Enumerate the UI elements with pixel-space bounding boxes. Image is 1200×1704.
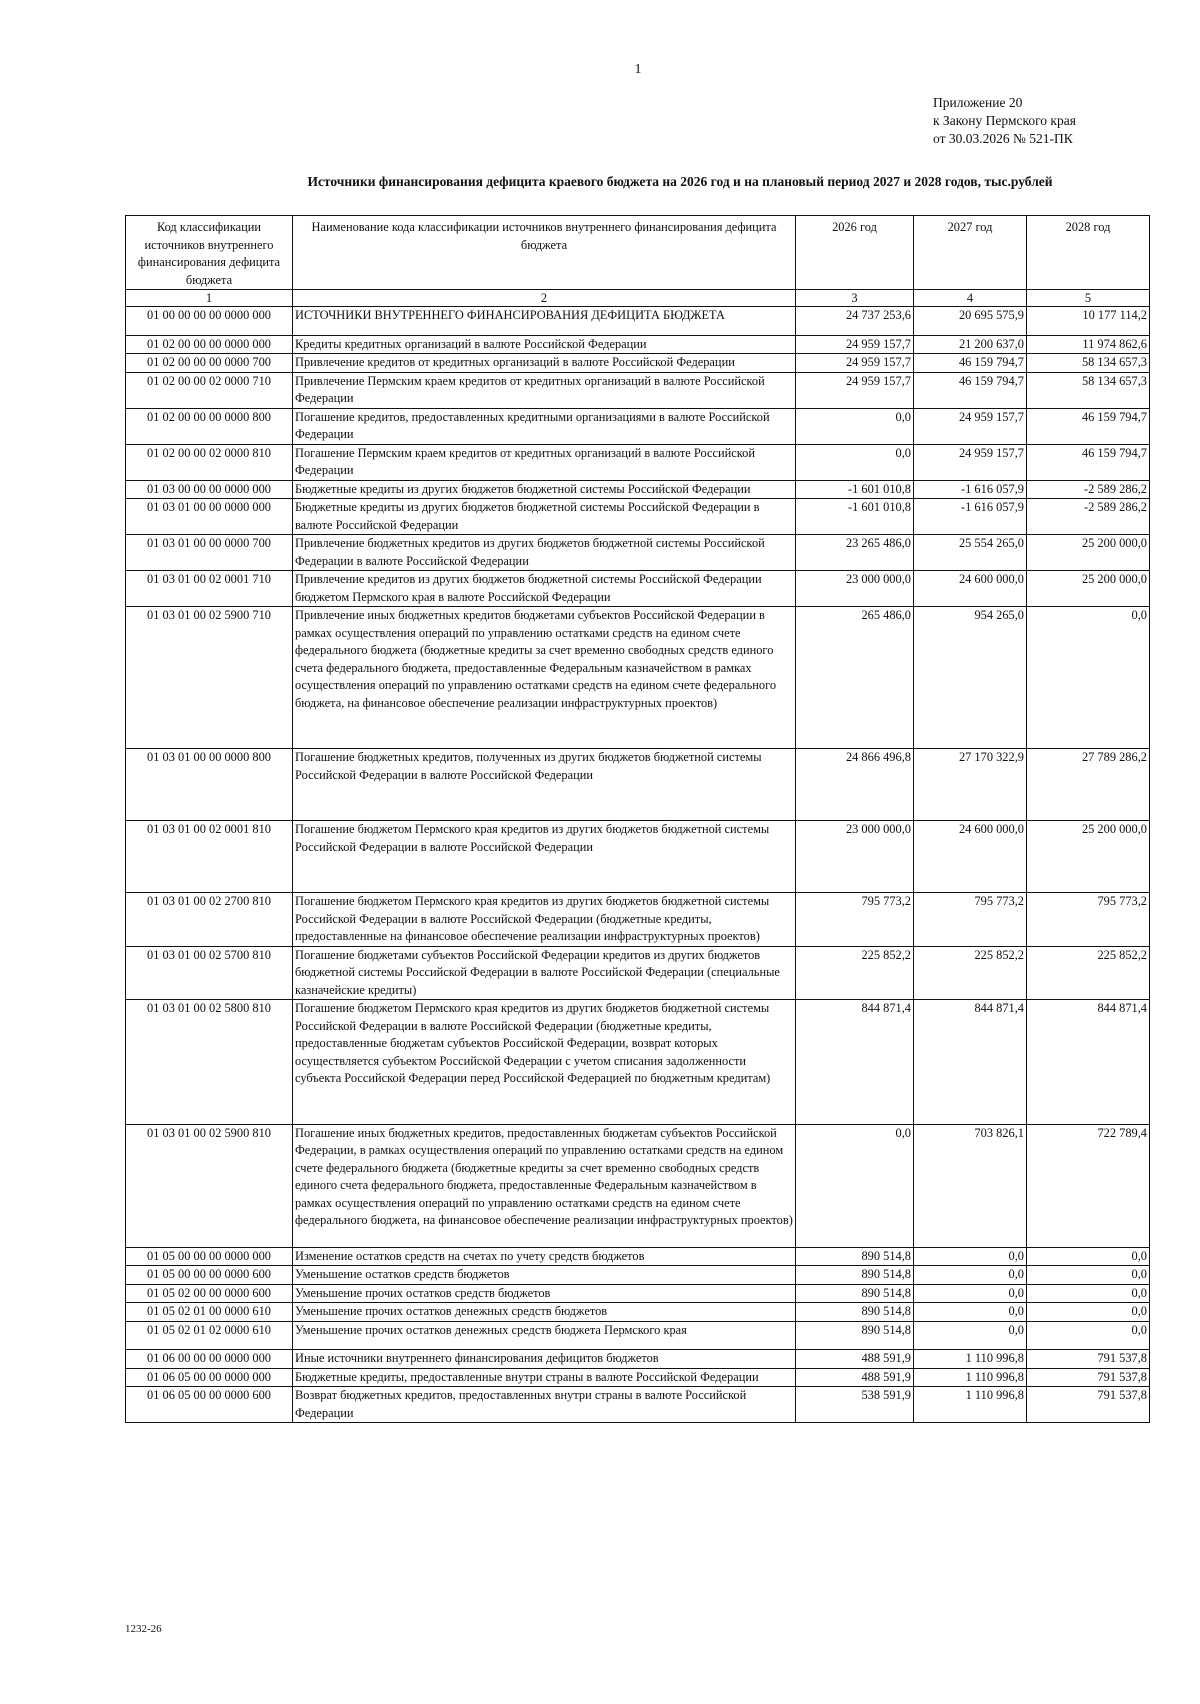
appendix-line: Приложение 20 bbox=[933, 95, 1023, 110]
row-code: 01 03 01 00 00 0000 700 bbox=[126, 535, 293, 571]
row-code: 01 03 01 00 02 5700 810 bbox=[126, 946, 293, 1000]
table-row bbox=[126, 499, 1150, 535]
row-value-2028: 722 789,4 bbox=[1027, 1124, 1150, 1247]
row-name: Погашение бюджетных кредитов, полученных из других бюджетов бюджетной системы Российской Федерации в валюте Российской Федерации bbox=[293, 749, 796, 821]
row-value-2028: 0,0 bbox=[1027, 607, 1150, 749]
table-row bbox=[126, 1321, 1150, 1350]
row-value-2027: 844 871,4 bbox=[914, 1000, 1027, 1125]
table-row bbox=[126, 535, 1150, 571]
table-row bbox=[126, 821, 1150, 893]
row-value-2026: 225 852,2 bbox=[796, 946, 914, 1000]
row-value-2026: 890 514,8 bbox=[796, 1284, 914, 1303]
table-row bbox=[126, 1247, 1150, 1266]
row-name: Уменьшение остатков средств бюджетов bbox=[293, 1266, 796, 1285]
row-value-2026: 538 591,9 bbox=[796, 1387, 914, 1423]
row-value-2026: 0,0 bbox=[796, 408, 914, 444]
row-value-2028: 46 159 794,7 bbox=[1027, 408, 1150, 444]
row-value-2027: 0,0 bbox=[914, 1266, 1027, 1285]
row-value-2026: -1 601 010,8 bbox=[796, 499, 914, 535]
row-code: 01 02 00 00 00 0000 000 bbox=[126, 335, 293, 354]
row-name: Бюджетные кредиты, предоставленные внутри страны в валюте Российской Федерации bbox=[293, 1368, 796, 1387]
row-value-2026: 23 000 000,0 bbox=[796, 821, 914, 893]
row-name: Бюджетные кредиты из других бюджетов бюджетной системы Российской Федерации bbox=[293, 480, 796, 499]
row-value-2027: 225 852,2 bbox=[914, 946, 1027, 1000]
row-value-2028: 0,0 bbox=[1027, 1303, 1150, 1322]
row-name: Иные источники внутреннего финансирования дефицитов бюджетов bbox=[293, 1350, 796, 1369]
row-code: 01 03 00 00 00 0000 000 bbox=[126, 480, 293, 499]
row-name: Привлечение кредитов из других бюджетов бюджетной системы Российской Федерации бюджетом Пермского края в валюте Российской Федерации bbox=[293, 571, 796, 607]
row-value-2027: 0,0 bbox=[914, 1321, 1027, 1350]
row-value-2027: 0,0 bbox=[914, 1284, 1027, 1303]
row-value-2028: 58 134 657,3 bbox=[1027, 372, 1150, 408]
row-name: Уменьшение прочих остатков денежных средств бюджетов bbox=[293, 1303, 796, 1322]
row-value-2027: 21 200 637,0 bbox=[914, 335, 1027, 354]
row-name: Возврат бюджетных кредитов, предоставленных внутри страны в валюте Российской Федерации bbox=[293, 1387, 796, 1423]
header-2026: 2026 год bbox=[796, 216, 914, 290]
header-name: Наименование кода классификации источников внутреннего финансирования дефицита бюджета bbox=[293, 216, 796, 290]
row-name: Погашение кредитов, предоставленных кредитными организациями в валюте Российской Федерации bbox=[293, 408, 796, 444]
row-value-2026: 24 959 157,7 bbox=[796, 335, 914, 354]
row-value-2028: -2 589 286,2 bbox=[1027, 499, 1150, 535]
row-name: Привлечение Пермским краем кредитов от кредитных организаций в валюте Российской Федерации bbox=[293, 372, 796, 408]
row-value-2027: 25 554 265,0 bbox=[914, 535, 1027, 571]
row-code: 01 03 01 00 02 5800 810 bbox=[126, 1000, 293, 1125]
row-value-2028: 791 537,8 bbox=[1027, 1387, 1150, 1423]
row-code: 01 03 01 00 02 2700 810 bbox=[126, 893, 293, 947]
row-name: Изменение остатков средств на счетах по учету средств бюджетов bbox=[293, 1247, 796, 1266]
row-code: 01 03 01 00 02 5900 710 bbox=[126, 607, 293, 749]
row-name: Погашение иных бюджетных кредитов, предоставленных бюджетам субъектов Российской Федерации, в рамках осуществления операций по управлению остатками средств на едином счете федерального бюджета (бюджетные кредиты за счет временно свободных средств единого счета федерального бюджета, предоставленные Федеральным казначейством в рамках осуществления операций по управлению остатками средств на едином счете федерального бюджета, на финансовое обеспечение реализации инфраструктурных проектов) bbox=[293, 1124, 796, 1247]
row-value-2028: 11 974 862,6 bbox=[1027, 335, 1150, 354]
row-value-2028: 0,0 bbox=[1027, 1266, 1150, 1285]
row-value-2026: 844 871,4 bbox=[796, 1000, 914, 1125]
column-number: 5 bbox=[1027, 290, 1150, 307]
row-code: 01 02 00 00 02 0000 710 bbox=[126, 372, 293, 408]
table-row bbox=[126, 444, 1150, 480]
row-value-2028: 791 537,8 bbox=[1027, 1368, 1150, 1387]
row-name: Привлечение бюджетных кредитов из других бюджетов бюджетной системы Российской Федерации в валюте Российской Федерации bbox=[293, 535, 796, 571]
row-value-2027: 703 826,1 bbox=[914, 1124, 1027, 1247]
row-value-2026: 890 514,8 bbox=[796, 1266, 914, 1285]
row-name: Привлечение кредитов от кредитных организаций в валюте Российской Федерации bbox=[293, 354, 796, 373]
table-row bbox=[126, 372, 1150, 408]
row-value-2027: 24 959 157,7 bbox=[914, 444, 1027, 480]
row-code: 01 02 00 00 02 0000 810 bbox=[126, 444, 293, 480]
row-value-2028: -2 589 286,2 bbox=[1027, 480, 1150, 499]
row-value-2027: 27 170 322,9 bbox=[914, 749, 1027, 821]
row-value-2028: 0,0 bbox=[1027, 1284, 1150, 1303]
row-code: 01 03 01 00 00 0000 000 bbox=[126, 499, 293, 535]
column-number: 1 bbox=[126, 290, 293, 307]
column-number: 3 bbox=[796, 290, 914, 307]
row-value-2028: 0,0 bbox=[1027, 1247, 1150, 1266]
row-value-2026: 24 959 157,7 bbox=[796, 372, 914, 408]
table-row bbox=[126, 749, 1150, 821]
row-code: 01 02 00 00 00 0000 800 bbox=[126, 408, 293, 444]
row-name: ИСТОЧНИКИ ВНУТРЕННЕГО ФИНАНСИРОВАНИЯ ДЕФИЦИТА БЮДЖЕТА bbox=[293, 307, 796, 336]
row-value-2026: 23 265 486,0 bbox=[796, 535, 914, 571]
document-title: Источники финансирования дефицита краевого бюджета на 2026 год и на плановый период 2027 и 2028 годов, тыс.рублей bbox=[307, 174, 1053, 189]
row-code: 01 03 01 00 02 0001 710 bbox=[126, 571, 293, 607]
row-code: 01 03 01 00 02 0001 810 bbox=[126, 821, 293, 893]
row-name: Погашение бюджетом Пермского края кредитов из других бюджетов бюджетной системы Российской Федерации в валюте Российской Федерации bbox=[293, 821, 796, 893]
row-name: Погашение бюджетом Пермского края кредитов из других бюджетов бюджетной системы Российской Федерации в валюте Российской Федерации (бюджетные кредиты, предоставленные на финансовое обеспечение реализации инфраструктурных проектов) bbox=[293, 893, 796, 947]
appendix-line: от 30.03.2026 № 521-ПК bbox=[933, 131, 1073, 146]
row-value-2026: 488 591,9 bbox=[796, 1368, 914, 1387]
table-row bbox=[126, 893, 1150, 947]
row-value-2028: 10 177 114,2 bbox=[1027, 307, 1150, 336]
document-registration-mark: 1232-26 bbox=[125, 1623, 162, 1635]
row-value-2027: 954 265,0 bbox=[914, 607, 1027, 749]
table-row bbox=[126, 571, 1150, 607]
row-value-2027: 24 600 000,0 bbox=[914, 571, 1027, 607]
row-value-2026: 890 514,8 bbox=[796, 1303, 914, 1322]
table-row bbox=[126, 354, 1150, 373]
row-code: 01 00 00 00 00 0000 000 bbox=[126, 307, 293, 336]
budget-table-container bbox=[125, 215, 1149, 1423]
row-name: Привлечение иных бюджетных кредитов бюджетами субъектов Российской Федерации в рамках осуществления операций по управлению остатками средств на едином счете федерального бюджета (бюджетные кредиты за счет временно свободных средств единого счета федерального бюджета, предоставленные Федеральным казначейством в рамках осуществления операций по управлению остатками средств на едином счете федерального бюджета, на финансовое обеспечение реализации инфраструктурных проектов) bbox=[293, 607, 796, 749]
table-row bbox=[126, 335, 1150, 354]
column-number-row bbox=[126, 290, 1150, 307]
row-value-2028: 844 871,4 bbox=[1027, 1000, 1150, 1125]
row-value-2028: 795 773,2 bbox=[1027, 893, 1150, 947]
table-body bbox=[126, 307, 1150, 1423]
column-number: 2 bbox=[293, 290, 796, 307]
row-code: 01 06 05 00 00 0000 600 bbox=[126, 1387, 293, 1423]
row-value-2028: 46 159 794,7 bbox=[1027, 444, 1150, 480]
row-value-2026: 24 866 496,8 bbox=[796, 749, 914, 821]
page-number: 1 bbox=[634, 62, 642, 77]
row-value-2027: 795 773,2 bbox=[914, 893, 1027, 947]
row-value-2027: -1 616 057,9 bbox=[914, 480, 1027, 499]
table-row bbox=[126, 1266, 1150, 1285]
row-code: 01 05 02 01 02 0000 610 bbox=[126, 1321, 293, 1350]
table-row bbox=[126, 307, 1150, 336]
column-number: 4 bbox=[914, 290, 1027, 307]
table-row bbox=[126, 480, 1150, 499]
appendix-reference bbox=[933, 94, 1076, 148]
table-row bbox=[126, 946, 1150, 1000]
header-2027: 2027 год bbox=[914, 216, 1027, 290]
row-name: Погашение бюджетом Пермского края кредитов из других бюджетов бюджетной системы Российской Федерации в валюте Российской Федерации (бюджетные кредиты, предоставленные бюджетам субъектов Российской Федерации, возврат которых осуществляется субъектом Российской Федерации с учетом списания задолженности субъекта Российской Федерации перед Российской Федерацией по бюджетным кредитам) bbox=[293, 1000, 796, 1125]
row-code: 01 05 02 00 00 0000 600 bbox=[126, 1284, 293, 1303]
row-value-2027: -1 616 057,9 bbox=[914, 499, 1027, 535]
row-value-2027: 20 695 575,9 bbox=[914, 307, 1027, 336]
row-value-2028: 27 789 286,2 bbox=[1027, 749, 1150, 821]
row-value-2027: 46 159 794,7 bbox=[914, 372, 1027, 408]
row-value-2027: 1 110 996,8 bbox=[914, 1350, 1027, 1369]
table-row bbox=[126, 1303, 1150, 1322]
row-code: 01 05 00 00 00 0000 000 bbox=[126, 1247, 293, 1266]
row-value-2028: 25 200 000,0 bbox=[1027, 571, 1150, 607]
row-value-2027: 0,0 bbox=[914, 1247, 1027, 1266]
table-row bbox=[126, 1000, 1150, 1125]
row-value-2027: 0,0 bbox=[914, 1303, 1027, 1322]
table-row bbox=[126, 1387, 1150, 1423]
header-code: Код классификации источников внутреннего финансирования дефицита бюджета bbox=[126, 216, 293, 290]
row-name: Уменьшение прочих остатков денежных средств бюджета Пермского края bbox=[293, 1321, 796, 1350]
row-code: 01 03 01 00 02 5900 810 bbox=[126, 1124, 293, 1247]
table-row bbox=[126, 1350, 1150, 1369]
row-name: Уменьшение прочих остатков средств бюджетов bbox=[293, 1284, 796, 1303]
row-value-2026: -1 601 010,8 bbox=[796, 480, 914, 499]
row-code: 01 05 02 01 00 0000 610 bbox=[126, 1303, 293, 1322]
row-value-2026: 0,0 bbox=[796, 444, 914, 480]
row-name: Бюджетные кредиты из других бюджетов бюджетной системы Российской Федерации в валюте Российской Федерации bbox=[293, 499, 796, 535]
row-code: 01 05 00 00 00 0000 600 bbox=[126, 1266, 293, 1285]
row-value-2026: 0,0 bbox=[796, 1124, 914, 1247]
row-value-2026: 890 514,8 bbox=[796, 1321, 914, 1350]
table-row bbox=[126, 408, 1150, 444]
row-value-2028: 0,0 bbox=[1027, 1321, 1150, 1350]
row-value-2027: 1 110 996,8 bbox=[914, 1368, 1027, 1387]
row-value-2027: 46 159 794,7 bbox=[914, 354, 1027, 373]
row-value-2026: 24 737 253,6 bbox=[796, 307, 914, 336]
row-value-2028: 25 200 000,0 bbox=[1027, 821, 1150, 893]
row-value-2027: 1 110 996,8 bbox=[914, 1387, 1027, 1423]
row-name: Кредиты кредитных организаций в валюте Российской Федерации bbox=[293, 335, 796, 354]
table-header-row bbox=[126, 216, 1150, 290]
table-row bbox=[126, 1284, 1150, 1303]
row-value-2028: 225 852,2 bbox=[1027, 946, 1150, 1000]
row-code: 01 06 05 00 00 0000 000 bbox=[126, 1368, 293, 1387]
row-value-2026: 24 959 157,7 bbox=[796, 354, 914, 373]
row-value-2026: 265 486,0 bbox=[796, 607, 914, 749]
table-row bbox=[126, 1368, 1150, 1387]
row-name: Погашение Пермским краем кредитов от кредитных организаций в валюте Российской Федерации bbox=[293, 444, 796, 480]
row-value-2026: 23 000 000,0 bbox=[796, 571, 914, 607]
row-value-2027: 24 600 000,0 bbox=[914, 821, 1027, 893]
table-row bbox=[126, 1124, 1150, 1247]
row-code: 01 02 00 00 00 0000 700 bbox=[126, 354, 293, 373]
budget-sources-table bbox=[125, 215, 1150, 1423]
row-code: 01 06 00 00 00 0000 000 bbox=[126, 1350, 293, 1369]
table-row bbox=[126, 607, 1150, 749]
row-value-2026: 488 591,9 bbox=[796, 1350, 914, 1369]
row-name: Погашение бюджетами субъектов Российской Федерации кредитов из других бюджетов бюджетной системы Российской Федерации в валюте Российской Федерации (специальные казначейские кредиты) bbox=[293, 946, 796, 1000]
row-value-2028: 58 134 657,3 bbox=[1027, 354, 1150, 373]
row-code: 01 03 01 00 00 0000 800 bbox=[126, 749, 293, 821]
row-value-2028: 791 537,8 bbox=[1027, 1350, 1150, 1369]
row-value-2026: 795 773,2 bbox=[796, 893, 914, 947]
row-value-2028: 25 200 000,0 bbox=[1027, 535, 1150, 571]
row-value-2026: 890 514,8 bbox=[796, 1247, 914, 1266]
appendix-line: к Закону Пермского края bbox=[933, 113, 1076, 128]
header-2028: 2028 год bbox=[1027, 216, 1150, 290]
row-value-2027: 24 959 157,7 bbox=[914, 408, 1027, 444]
